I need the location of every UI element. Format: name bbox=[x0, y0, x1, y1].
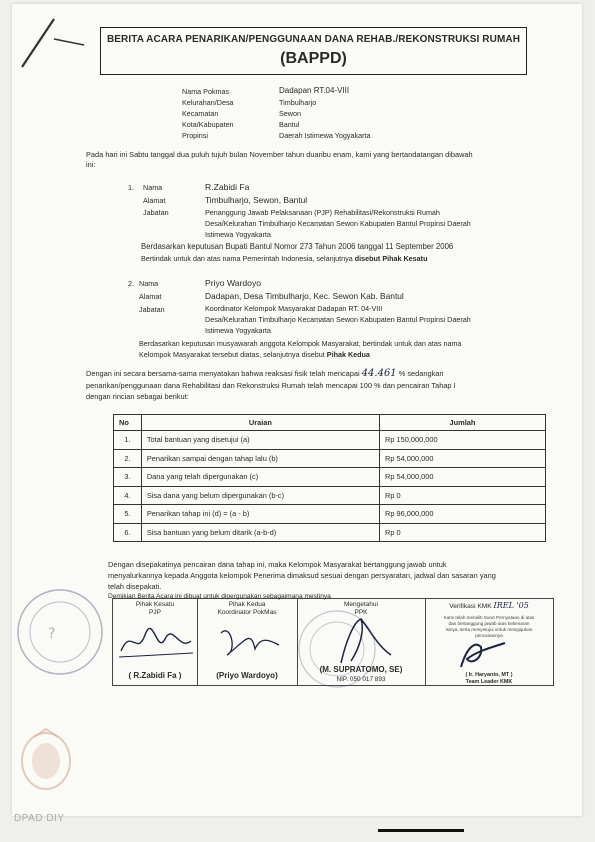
identity-value: Daerah Istimewa Yogyakarta bbox=[279, 131, 371, 140]
closing-line: menyalurkannya kepada Anggota kelompok Penerima dimaksud sesuai dengan persyaratan, jadwal dan sasaran yang bbox=[108, 571, 496, 580]
party-label: Alamat bbox=[143, 196, 166, 205]
pen-mark bbox=[20, 15, 90, 75]
statement-line: dengan rincian sebagai berikut: bbox=[86, 392, 189, 401]
signature-heading: Koordinator PokMas bbox=[217, 609, 277, 616]
statement-line: penarikan/penggunaan dana Rehabilitasi dan Rekonstruksi Rumah telah mencapai 100 % dan pencairan Tahap I bbox=[86, 381, 456, 390]
row-jumlah: Rp 0 bbox=[379, 523, 545, 542]
signatory-name: (M. SUPRATOMO, SE) bbox=[319, 665, 403, 674]
document-subtitle: (BAPPD) bbox=[280, 50, 347, 67]
closing-line: Demikian Berita Acara ini dibuat untuk dipergunakan sebagaimana mestinya bbox=[108, 593, 331, 600]
table-row bbox=[114, 523, 546, 542]
column-header-uraian: Uraian bbox=[141, 415, 379, 431]
party-basis: Berdasarkan keputusan musyawarah anggota Kelompok Masyarakat, bertindak untuk dan atas nama bbox=[139, 339, 462, 348]
signatory-nip: NIP. 050 017 893 bbox=[336, 676, 386, 683]
party-basis: Berdasarkan keputusan Bupati Bantul Nomor 273 Tahun 2006 tanggal 11 September 2006 bbox=[141, 242, 454, 251]
party-label: Jabatan bbox=[139, 305, 165, 314]
row-uraian: Total bantuan yang disetujui (a) bbox=[141, 431, 379, 450]
row-jumlah: Rp 96,000,000 bbox=[379, 505, 545, 524]
identity-label: Kota/Kabupaten bbox=[182, 120, 234, 129]
closing-line: telah disepakati. bbox=[108, 582, 162, 591]
emblem-watermark bbox=[16, 725, 76, 795]
row-jumlah: Rp 54,000,000 bbox=[379, 468, 545, 487]
row-uraian: Penarikan sampai dengan tahap lalu (b) bbox=[141, 449, 379, 468]
row-uraian: Sisa dana yang belum dipergunakan (b-c) bbox=[141, 486, 379, 505]
identity-label: Kecamatan bbox=[182, 109, 219, 118]
party-name: R.Zabidi Fa bbox=[205, 182, 250, 192]
party-label: Alamat bbox=[139, 292, 162, 301]
row-no: 2. bbox=[114, 449, 142, 468]
identity-label: Kelurahan/Desa bbox=[182, 98, 234, 107]
signature-heading: Pihak Kesatu bbox=[135, 601, 175, 608]
signature-heading: PJP bbox=[149, 609, 161, 616]
archive-watermark: DPAD DIY bbox=[14, 813, 65, 824]
round-stamp bbox=[8, 582, 118, 682]
signature-pihak-kedua bbox=[197, 599, 298, 685]
row-no: 6. bbox=[114, 523, 142, 542]
party-number: 1. bbox=[128, 183, 134, 192]
verification-heading: Verifikasi KMK IREL '05 bbox=[449, 601, 529, 610]
party-label: Nama bbox=[143, 183, 163, 192]
identity-value: Dadapan RT.04-VIII bbox=[279, 86, 350, 95]
table-row bbox=[114, 449, 546, 468]
signature-scribble bbox=[117, 621, 195, 661]
identity-value: Bantul bbox=[279, 120, 300, 129]
signatory-name: (Priyo Wardoyo) bbox=[216, 671, 278, 680]
document-title: BERITA ACARA PENARIKAN/PENGGUNAAN DANA REHAB./REKONSTRUKSI RUMAH bbox=[106, 34, 521, 45]
signature-verifikasi bbox=[425, 599, 553, 685]
row-no: 4. bbox=[114, 486, 142, 505]
verifier-name: ( Ir. Haryanto, MT ) bbox=[465, 672, 513, 678]
table-row bbox=[114, 431, 546, 450]
closing-line: Dengan disepakatinya pencairan dana tahap ini, maka Kelompok Masyarakat bertanggung jawab untuk bbox=[108, 560, 447, 569]
statement-line: Dengan ini secara bersama-sama menyatakan bahwa reaksasi fisik telah mencapai 44.461 % sedangkan bbox=[86, 368, 444, 379]
table-row bbox=[114, 505, 546, 524]
verification-text: dan bertanggung jawab atas kebenaran bbox=[448, 621, 530, 626]
party-basis: Kelompok Masyarakat tersebut diatas, selanjutnya disebut Pihak Kedua bbox=[139, 350, 370, 359]
row-jumlah: Rp 0 bbox=[379, 486, 545, 505]
table-row bbox=[114, 468, 546, 487]
signatory-name: ( R.Zabidi Fa ) bbox=[128, 671, 182, 680]
signature-pihak-kesatu bbox=[113, 599, 198, 685]
verification-text: Kami telah meneliti Surat Pernyataan di atas bbox=[443, 615, 535, 620]
handwritten-date: IREL '05 bbox=[493, 601, 529, 610]
identity-value: Timbulharjo bbox=[279, 98, 317, 107]
row-uraian: Sisa bantuan yang belum ditarik (a-b-d) bbox=[141, 523, 379, 542]
verification-text: pencairannya bbox=[475, 633, 503, 638]
row-no: 1. bbox=[114, 431, 142, 450]
identity-label: Propinsi bbox=[182, 131, 208, 140]
intro-line: Pada hari ini Sabtu tanggal dua puluh tujuh bulan November tahun duaribu enam, kami yang bertandatangan dibawah bbox=[86, 150, 473, 159]
identity-value: Sewon bbox=[279, 109, 301, 118]
party-address: Dadapan, Desa Timbulharjo, Kec. Sewon Kab. Bantul bbox=[205, 291, 404, 301]
handwritten-percent: 44.461 bbox=[361, 368, 397, 379]
table-header-row bbox=[114, 415, 546, 431]
party-position: Istimewa Yogyakarta bbox=[205, 230, 271, 239]
party-position: Penanggung Jawab Pelaksanaan (PJP) Rehabilitasi/Rekonstruksi Rumah bbox=[205, 208, 440, 217]
row-uraian: Dana yang telah dipergunakan (c) bbox=[141, 468, 379, 487]
bottom-bar bbox=[378, 829, 464, 832]
row-no: 5. bbox=[114, 505, 142, 524]
row-no: 3. bbox=[114, 468, 142, 487]
party-position: Istimewa Yogyakarta bbox=[205, 326, 271, 335]
party-number: 2. bbox=[128, 279, 134, 288]
svg-text:?: ? bbox=[48, 626, 56, 642]
signature-heading: Mengetahui bbox=[344, 601, 378, 608]
signature-mengetahui bbox=[297, 599, 426, 685]
signature-scribble bbox=[321, 617, 401, 667]
party-position: Desa/Kelurahan Timbulharjo Kecamatan Sewon Kabupaten Bantul Propinsi Daerah bbox=[205, 315, 471, 324]
party-label: Nama bbox=[139, 279, 159, 288]
row-uraian: Penarikan tahap ini (d) = (a - b) bbox=[141, 505, 379, 524]
verifier-role: Team Leader KMK bbox=[465, 679, 513, 685]
signature-scribble bbox=[215, 621, 285, 661]
party-position: Koordinator Kelompok Masyarakat Dadapan RT. 04-VIII bbox=[205, 304, 383, 313]
party-basis: Bertindak untuk dan atas nama Pemerintah Indonesia, selanjutnya disebut Pihak Kesatu bbox=[141, 254, 428, 263]
row-jumlah: Rp 54,000,000 bbox=[379, 449, 545, 468]
party-address: Timbulharjo, Sewon, Bantul bbox=[205, 195, 308, 205]
intro-line: ini: bbox=[86, 160, 96, 169]
column-header-jumlah: Jumlah bbox=[379, 415, 545, 431]
signature-scribble bbox=[453, 637, 513, 671]
signature-table bbox=[112, 598, 554, 686]
signature-heading: Pihak Kedua bbox=[228, 601, 266, 608]
party-name: Priyo Wardoyo bbox=[205, 278, 262, 288]
party-label: Jabatan bbox=[143, 208, 169, 217]
column-header-no: No bbox=[114, 415, 142, 431]
header-box bbox=[100, 27, 527, 75]
party-position: Desa/Kelurahan Timbulharjo Kecamatan Sewon Kabupaten Bantul Propinsi Daerah bbox=[205, 219, 471, 228]
identity-label: Nama Pokmas bbox=[182, 87, 230, 96]
table-row bbox=[114, 486, 546, 505]
verification-text: isinya, serta menyetujui untuk mengajukan bbox=[445, 627, 533, 632]
row-jumlah: Rp 150,000,000 bbox=[379, 431, 545, 450]
signature-heading: PPK bbox=[354, 609, 368, 616]
rincian-table bbox=[113, 414, 546, 542]
